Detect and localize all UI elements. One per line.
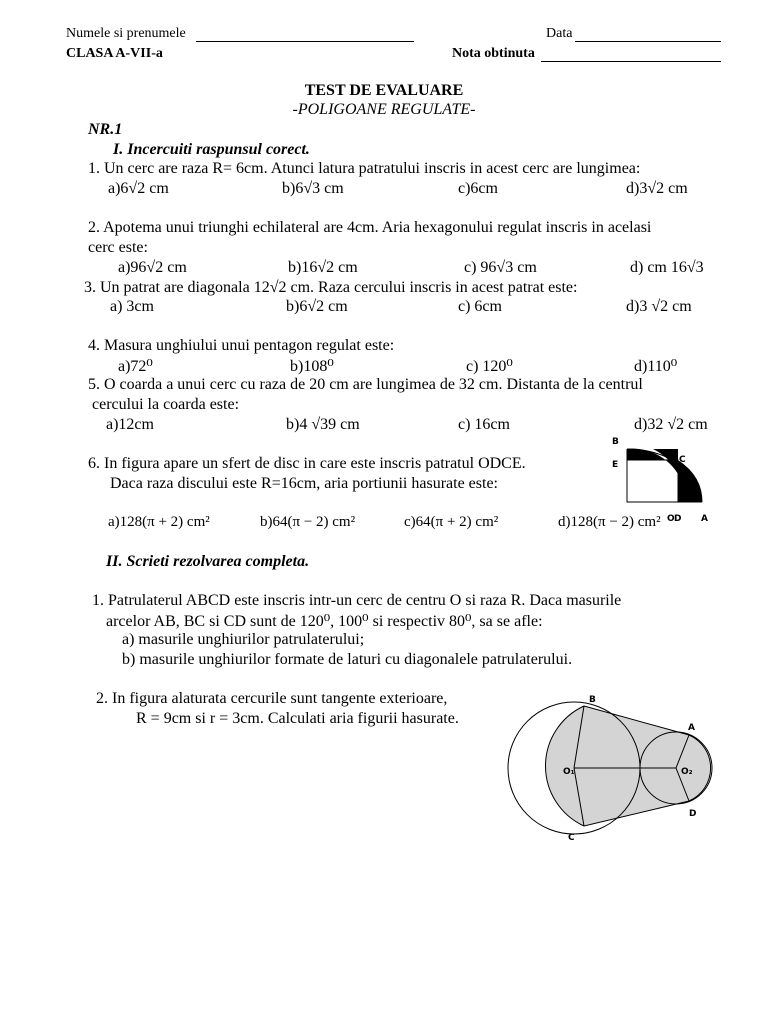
q6-text-line1: 6. In figura apare un sfert de disc in care este inscris patratul ODCE. <box>88 455 526 472</box>
p1-item-b: b) masurile unghiurilor formate de laturi cu diagonalele patrulaterului. <box>122 651 573 668</box>
shaded-region-right <box>678 460 702 502</box>
fig2-label-c: C <box>568 833 575 843</box>
fig6-label-d: D <box>674 514 682 524</box>
q1-option-d: d)3√2 cm <box>626 180 688 197</box>
q1-option-b: b)6√3 cm <box>282 180 344 197</box>
shaded-hull <box>545 706 710 826</box>
q5-option-a: a)12cm <box>106 416 154 433</box>
q6-option-b: b)64(π − 2) cm² <box>260 514 356 530</box>
fig2-label-b: B <box>589 695 596 705</box>
q4-option-a: a)72⁰ <box>118 358 153 375</box>
name-line <box>196 41 414 42</box>
part2-heading: II. Scrieti rezolvarea completa. <box>106 553 310 570</box>
p1-text-line2: arcelor AB, BC si CD sunt de 120⁰, 100⁰ si respectiv 80⁰, sa se afle: <box>106 613 543 630</box>
p1-text-line1: 1. Patrulaterul ABCD este inscris intr-un cerc de centru O si raza R. Daca masurile <box>92 592 622 609</box>
q6-option-d: d)128(π − 2) cm² <box>558 514 661 530</box>
q4-text: 4. Masura unghiului unui pentagon regulat este: <box>88 337 395 354</box>
q5-text-line1: 5. O coarda a unui cerc cu raza de 20 cm are lungimea de 32 cm. Distanta de la centrul <box>88 376 643 393</box>
q6-option-c: c)64(π + 2) cm² <box>404 514 499 530</box>
page-subtitle: -POLIGOANE REGULATE- <box>292 101 476 118</box>
fig6-label-c: C <box>679 455 686 465</box>
q2-option-a: a)96√2 cm <box>118 259 187 276</box>
fig6-label-e: E <box>612 460 619 470</box>
part1-heading: I. Incercuiti raspunsul corect. <box>113 141 310 158</box>
p1-item-a: a) masurile unghiurilor patrulaterului; <box>122 631 365 648</box>
quarter-disc-figure <box>600 432 720 532</box>
q1-text: 1. Un cerc are raza R= 6cm. Atunci latura patratului inscris in acest cerc are lungimea: <box>88 160 641 177</box>
q3-option-a: a) 3cm <box>110 298 154 315</box>
tangent-circles-figure <box>508 690 728 850</box>
fig6-label-o: O <box>667 514 675 524</box>
q6-option-a: a)128(π + 2) cm² <box>108 514 210 530</box>
fig2-label-d: D <box>689 809 697 819</box>
q3-option-c: c) 6cm <box>458 298 502 315</box>
name-label: Numele si prenumele <box>66 26 186 41</box>
date-label: Data <box>546 26 573 41</box>
q1-option-a: a)6√2 cm <box>108 180 169 197</box>
fig2-label-o1: O₁ <box>563 767 575 777</box>
q2-text-line1: 2. Apotema unui triunghi echilateral are 4cm. Aria hexagonului regulat inscris in acelasi <box>88 219 652 236</box>
q4-option-d: d)110⁰ <box>634 358 678 375</box>
q5-option-d: d)32 √2 cm <box>634 416 708 433</box>
q1-option-c: c)6cm <box>458 180 498 197</box>
grade-line <box>541 61 721 62</box>
q6-text-line2: Daca raza discului este R=16cm, aria portiunii hasurate este: <box>110 475 498 492</box>
class-label: CLASA A-VII-a <box>66 46 163 61</box>
page-title: TEST DE EVALUARE <box>304 82 464 99</box>
q2-option-c: c) 96√3 cm <box>464 259 537 276</box>
section-number: NR.1 <box>88 121 123 138</box>
p2-text-line1: 2. In figura alaturata cercurile sunt tangente exterioare, <box>96 690 448 707</box>
q5-option-b: b)4 √39 cm <box>286 416 360 433</box>
q5-option-c: c) 16cm <box>458 416 510 433</box>
q3-option-b: b)6√2 cm <box>286 298 348 315</box>
q4-option-c: c) 120⁰ <box>466 358 513 375</box>
q3-option-d: d)3 √2 cm <box>626 298 692 315</box>
grade-label: Nota obtinuta <box>452 46 535 61</box>
q2-option-d: d) cm 16√3 <box>630 259 704 276</box>
q3-text: 3. Un patrat are diagonala 12√2 cm. Raza cercului inscris in acest patrat este: <box>84 279 578 296</box>
fig2-label-o2: O₂ <box>681 767 693 777</box>
q5-text-line2: cercului la coarda este: <box>92 396 240 413</box>
fig2-label-a: A <box>688 723 695 733</box>
q2-option-b: b)16√2 cm <box>288 259 358 276</box>
q2-text-line2: cerc este: <box>88 239 148 256</box>
q4-option-b: b)108⁰ <box>290 358 334 375</box>
fig6-label-a: A <box>701 514 708 524</box>
fig6-label-b: B <box>612 437 619 447</box>
p2-text-line2: R = 9cm si r = 3cm. Calculati aria figurii hasurate. <box>136 710 459 727</box>
date-line <box>575 41 721 42</box>
